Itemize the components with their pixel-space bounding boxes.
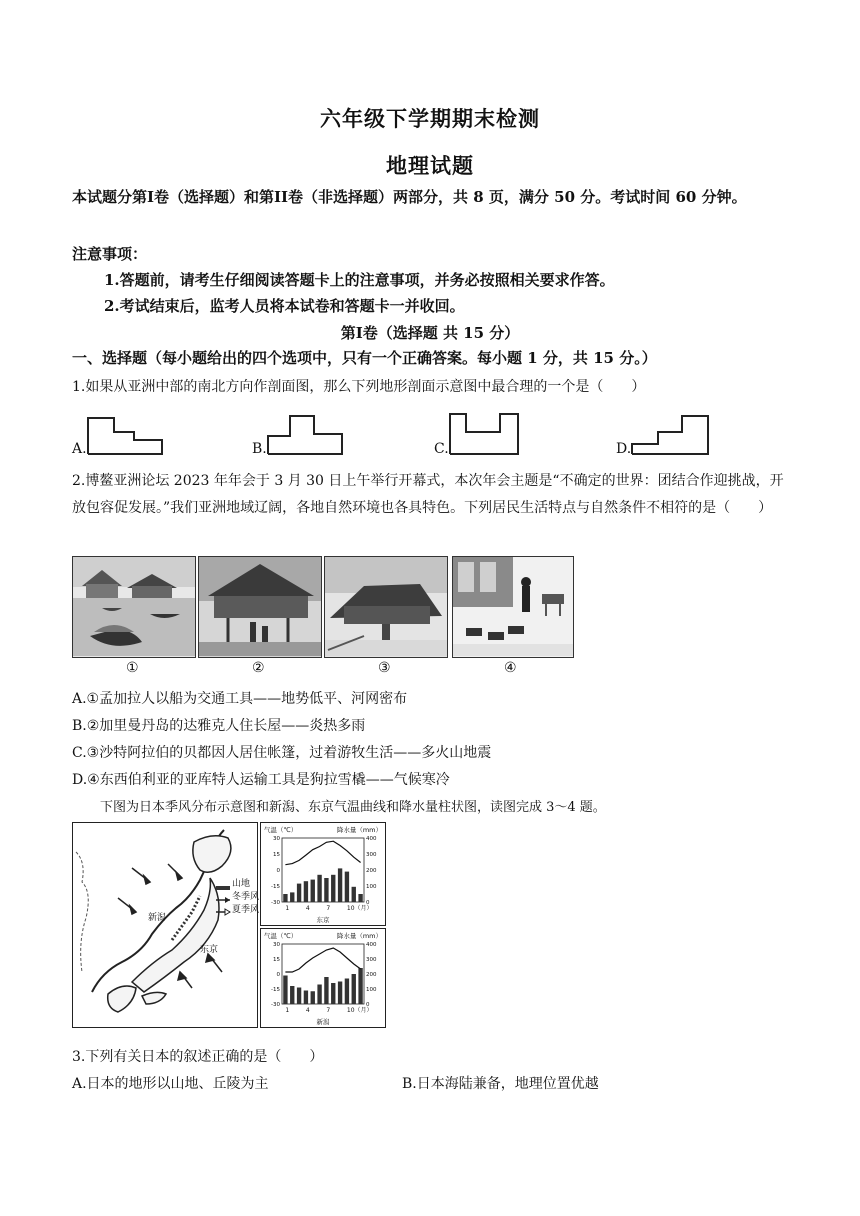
- precip-bar: [345, 979, 349, 1005]
- precip-bar: [324, 977, 328, 1004]
- temp-tick-label: 0: [276, 868, 280, 874]
- precip-bar: [352, 974, 356, 1004]
- precip-tick-label: 400: [366, 836, 377, 842]
- exam-subtitle: 地理试题: [386, 153, 474, 178]
- q2-option-c: C.③沙特阿拉伯的贝都因人居住帐篷，过着游牧生活——多火山地震: [72, 745, 492, 761]
- japan-monsoon-map: [72, 822, 258, 1028]
- photo-4-dog-sled: [452, 556, 574, 658]
- precip-bar: [297, 884, 301, 902]
- precip-tick-label: 100: [366, 987, 377, 993]
- precip-bar: [331, 875, 335, 902]
- precip-bar: [304, 881, 308, 902]
- question-2-stem: 2.博鳌亚洲论坛 2023 年年会于 3 月 30 日上午举行开幕式，本次年会主题是“不确定的世界：团结合作迎挑战，开放包容促发展。”我们亚洲地域辽阔，各地自然环境也各具特色。下列居民生活特点与自然条件不相符的是（ ）: [72, 473, 784, 516]
- precip-bar: [352, 887, 356, 902]
- q3-4-intro: 下图为日本季风分布示意图和新潟、东京气温曲线和降水量柱状图，读图完成 3～4 题。: [100, 800, 606, 815]
- temp-tick-label: 15: [273, 852, 280, 858]
- q1-option-d-label: D.: [616, 441, 632, 457]
- temp-tick-label: -30: [271, 900, 280, 906]
- exam-intro: 本试题分第I卷（选择题）和第II卷（非选择题）两部分，共 8 页，满分 50 分。考试时间 60 分钟。: [72, 188, 747, 206]
- temp-tick-label: 30: [273, 836, 280, 842]
- photo-label-2: ②: [252, 660, 265, 676]
- q1-profile-b: [266, 410, 346, 456]
- question-3-stem: 3.下列有关日本的叙述正确的是（ ）: [72, 1049, 324, 1065]
- month-tick-label: 4: [305, 1007, 310, 1014]
- q2-option-a: A.①孟加拉人以船为交通工具——地势低平、河网密布: [72, 691, 408, 707]
- q2-option-d: D.④东西伯利亚的亚库特人运输工具是狗拉雪橇——气候寒冷: [72, 772, 450, 788]
- precip-bar: [317, 875, 321, 902]
- precip-bar: [338, 868, 342, 902]
- q3-option-a: A.日本的地形以山地、丘陵为主: [72, 1076, 269, 1092]
- map-label-tokyo: 东京: [200, 945, 219, 955]
- precip-tick-label: 300: [366, 852, 377, 858]
- precip-tick-label: 400: [366, 942, 377, 948]
- climate-chart-niigata: [260, 928, 386, 1028]
- q1-option-c-label: C.: [434, 441, 449, 457]
- month-tick-label: 1: [285, 1007, 290, 1014]
- exam-title: 六年级下学期期末检测: [320, 106, 540, 131]
- precip-bar: [338, 982, 342, 1005]
- month-tick-label: 7: [326, 905, 331, 912]
- precip-bar: [283, 894, 287, 902]
- q1-option-b-label: B.: [252, 441, 267, 457]
- climate-chart-tokyo: [260, 822, 386, 926]
- temp-axis-label: 气温（℃）: [264, 932, 298, 940]
- precip-bar: [358, 894, 362, 902]
- precip-bar: [283, 976, 287, 1005]
- month-tick-label: 10（月）: [346, 1007, 373, 1014]
- question-1-stem: 1.如果从亚洲中部的南北方向作剖面图，那么下列地形剖面示意图中最合理的一个是（ ）: [72, 379, 646, 395]
- temp-axis-label: 气温（℃）: [264, 826, 298, 834]
- precip-axis-label: 降水量（mm）: [336, 932, 382, 940]
- map-legend-summer-monsoon: 夏季风: [232, 905, 260, 915]
- temp-tick-label: 15: [273, 957, 280, 963]
- precip-axis-label: 降水量（mm）: [336, 826, 382, 834]
- q3-option-b: B.日本海陆兼备，地理位置优越: [402, 1076, 599, 1092]
- photo-label-3: ③: [378, 660, 391, 676]
- precip-tick-label: 0: [366, 900, 370, 906]
- q1-profile-d: [630, 410, 712, 456]
- q2-option-b: B.②加里曼丹岛的达雅克人住长屋——炎热多雨: [72, 718, 366, 734]
- part-title: 一、选择题（每小题给出的四个选项中，只有一个正确答案。每小题 1 分，共 15 分。）: [72, 349, 657, 367]
- photo-label-1: ①: [126, 660, 139, 676]
- month-tick-label: 7: [326, 1007, 331, 1014]
- precip-tick-label: 200: [366, 972, 377, 978]
- notice-heading: 注意事项：: [72, 245, 148, 263]
- precip-bar: [311, 880, 315, 902]
- precip-bar: [297, 988, 301, 1005]
- precip-bar: [290, 892, 294, 902]
- precip-bar: [331, 983, 335, 1004]
- precip-tick-label: 200: [366, 868, 377, 874]
- q1-profile-a: [86, 410, 166, 456]
- section-title: 第I卷（选择题 共 15 分）: [340, 324, 520, 342]
- precip-bar: [304, 991, 308, 1005]
- chart-city-label: 东京: [316, 916, 330, 924]
- month-tick-label: 4: [305, 905, 310, 912]
- notice-item-2: 2.考试结束后，监考人员将本试卷和答题卡一并收回。: [104, 297, 465, 315]
- precip-tick-label: 100: [366, 884, 377, 890]
- map-legend-winter-monsoon: 冬季风: [232, 892, 260, 902]
- temp-tick-label: -15: [271, 987, 280, 993]
- temp-tick-label: 0: [276, 972, 280, 978]
- precip-tick-label: 300: [366, 957, 377, 963]
- month-tick-label: 1: [285, 905, 290, 912]
- precip-bar: [324, 878, 328, 902]
- precip-bar: [290, 986, 294, 1004]
- precip-bar: [345, 872, 349, 902]
- photo-3-bedouin-tent: [324, 556, 448, 658]
- notice-item-1: 1.答题前，请考生仔细阅读答题卡上的注意事项，并务必按照相关要求作答。: [104, 271, 615, 289]
- precip-bar: [317, 985, 321, 1005]
- q1-profile-c: [448, 410, 522, 456]
- q1-option-a-label: A.: [72, 441, 87, 457]
- precip-bar: [311, 991, 315, 1004]
- map-label-niigata: 新潟: [148, 913, 167, 923]
- temp-tick-label: -30: [271, 1002, 280, 1008]
- precip-bar: [358, 968, 362, 1004]
- photo-1-bangladesh-boats: [72, 556, 196, 658]
- temp-tick-label: 30: [273, 942, 280, 948]
- photo-label-4: ④: [504, 660, 517, 676]
- month-tick-label: 10（月）: [346, 905, 373, 912]
- temp-tick-label: -15: [271, 884, 280, 890]
- precip-tick-label: 0: [366, 1002, 370, 1008]
- photo-2-longhouse: [198, 556, 322, 658]
- chart-city-label: 新潟: [316, 1018, 330, 1026]
- map-legend-mountain: 山地: [232, 879, 251, 889]
